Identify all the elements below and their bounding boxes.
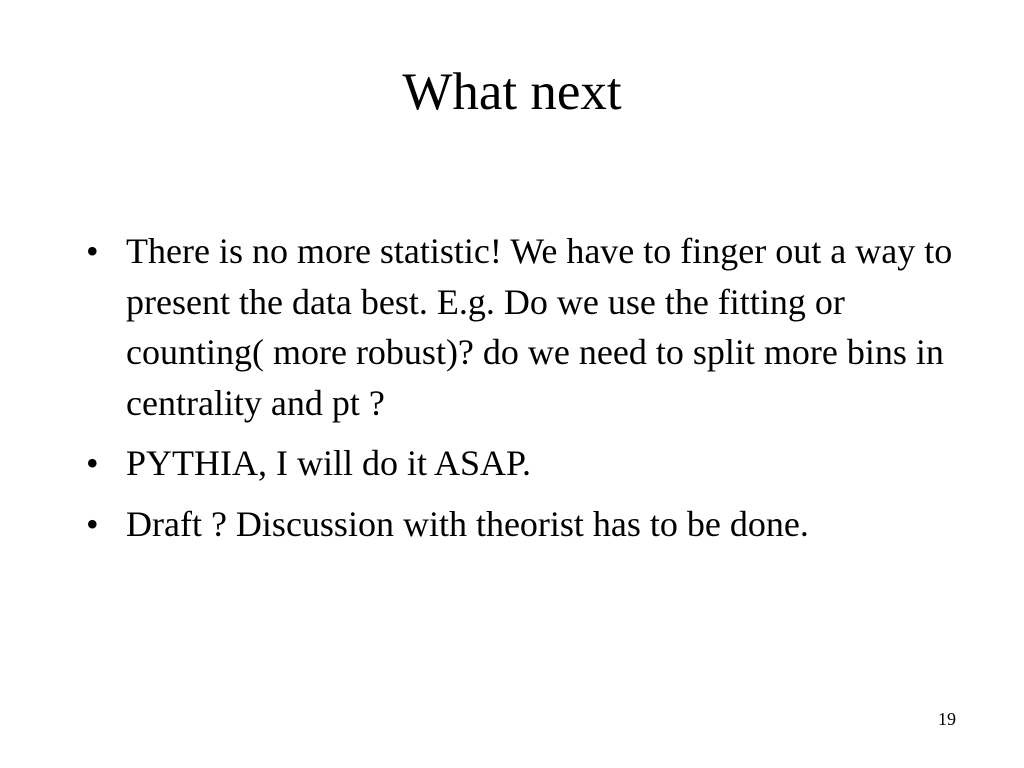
slide-title: What next <box>402 63 622 121</box>
bullet-icon: • <box>86 231 99 271</box>
bullet-text: There is no more statistic! We have to finger out a way to present the data best. E.g. Do we use the fitting or counting( more robust)? do we need to split more bins in centrality and pt ? <box>126 231 953 423</box>
bullet-list <box>86 226 956 559</box>
bullet-text: Draft ? Discussion with theorist has to be done. <box>126 503 809 544</box>
bullet-text: PYTHIA, I will do it ASAP. <box>126 443 532 483</box>
bullet-item-3 <box>86 499 956 550</box>
page-number: 19 <box>938 709 956 729</box>
bullet-icon: • <box>86 443 99 483</box>
bullet-icon: • <box>86 503 99 544</box>
bullet-item-1 <box>86 226 956 428</box>
bullet-item-2 <box>86 438 956 489</box>
